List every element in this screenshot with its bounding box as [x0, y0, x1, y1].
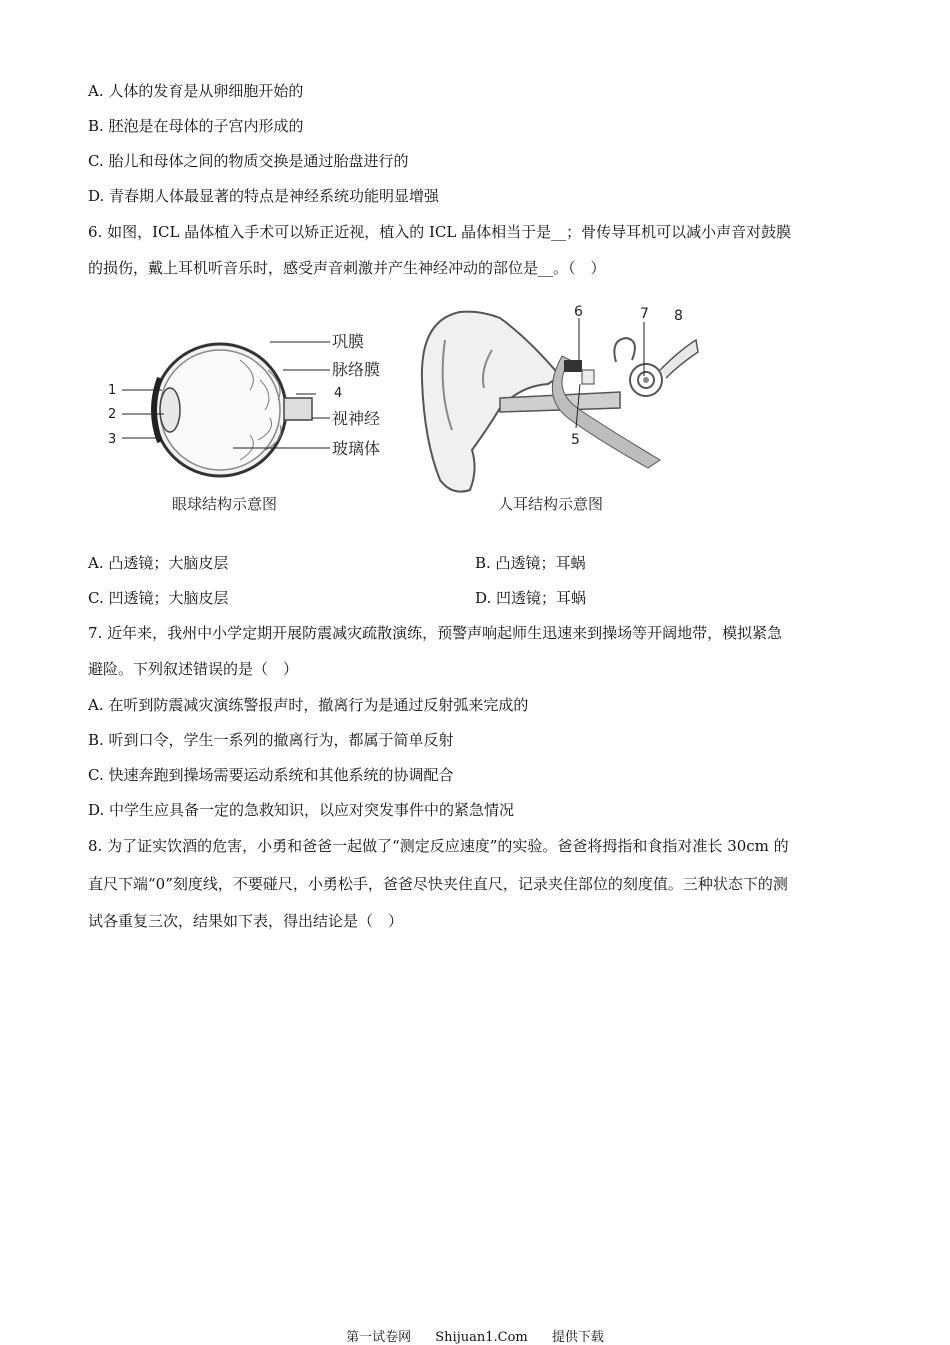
q5-option-b: B. 胚泡是在母体的子宫内形成的 — [88, 117, 304, 135]
q8-stem-line3: 试各重复三次，结果如下表，得出结论是（ ） — [88, 912, 404, 930]
eye-label-sclera: 巩膜 — [332, 332, 365, 351]
q5-option-d: D. 青春期人体最显著的特点是神经系统功能明显增强 — [88, 187, 440, 205]
q6-option-a: A. 凸透镜；大脑皮层 — [88, 554, 229, 572]
ear-figure-caption: 人耳结构示意图 — [498, 495, 604, 513]
page-footer — [0, 1326, 950, 1345]
q7-option-d: D. 中学生应具备一定的急救知识，以应对突发事件中的紧急情况 — [88, 801, 515, 819]
q6-figures — [100, 300, 700, 520]
ear-label-5: 5 — [571, 432, 580, 448]
q6-stem-line2: 的损伤，戴上耳机听音乐时，感受声音刺激并产生神经冲动的部位是__。（ ） — [88, 259, 606, 277]
q6-stem-line1: 6. 如图，ICL 晶体植入手术可以矫正近视，植入的 ICL 晶体相当于是__；骨传导耳机可以减小声音对鼓膜 — [88, 223, 792, 241]
footer-domain[interactable]: Shijuan1.Com — [435, 1330, 528, 1345]
q8-stem-line1: 8. 为了证实饮酒的危害，小勇和爸爸一起做了“测定反应速度”的实验。爸爸将拇指和食指对准长 30cm 的 — [88, 837, 789, 855]
q5-option-a: A. 人体的发育是从卵细胞开始的 — [88, 82, 304, 100]
ear-label-8: 8 — [674, 308, 683, 324]
q5-option-c: C. 胎儿和母体之间的物质交换是通过胎盘进行的 — [88, 152, 409, 170]
q6-option-c: C. 凹透镜；大脑皮层 — [88, 589, 229, 607]
ear-label-6: 6 — [574, 304, 583, 320]
q7-stem-line2: 避险。下列叙述错误的是（ ） — [88, 660, 299, 678]
q6-option-d: D. 凹透镜；耳蜗 — [475, 589, 587, 607]
eye-label-vitreous: 玻璃体 — [332, 439, 381, 458]
q6-option-b: B. 凸透镜；耳蜗 — [475, 554, 586, 572]
eye-label-1: 1 — [108, 383, 117, 398]
q7-option-c: C. 快速奔跑到操场需要运动系统和其他系统的协调配合 — [88, 766, 454, 784]
eye-label-optic-nerve: 视神经 — [332, 409, 381, 428]
footer-site: 第一试卷网 — [346, 1330, 412, 1345]
eye-label-choroid: 脉络膜 — [332, 360, 381, 379]
ear-label-7: 7 — [640, 306, 649, 322]
q8-stem-line2: 直尺下端“0”刻度线，不要碰尺，小勇松手，爸爸尽快夹住直尺，记录夹住部位的刻度值。三种状态下的测 — [88, 875, 788, 893]
eye-label-4: 4 — [334, 386, 343, 401]
q7-option-a: A. 在听到防震减灾演练警报声时，撤离行为是通过反射弧来完成的 — [88, 696, 529, 714]
ear-diagram — [422, 304, 698, 492]
eye-ear-diagram — [100, 300, 700, 520]
q7-stem-line1: 7. 近年来，我州中小学定期开展防震减灾疏散演练，预警声响起师生迅速来到操场等开阔地带，模拟紧急 — [88, 624, 783, 642]
eye-label-3: 3 — [108, 432, 117, 447]
eye-diagram — [108, 332, 380, 476]
footer-download: 提供下载 — [551, 1330, 604, 1345]
q7-option-b: B. 听到口令，学生一系列的撤离行为，都属于简单反射 — [88, 731, 454, 749]
eye-figure-caption: 眼球结构示意图 — [172, 495, 278, 513]
eye-label-2: 2 — [108, 407, 117, 422]
